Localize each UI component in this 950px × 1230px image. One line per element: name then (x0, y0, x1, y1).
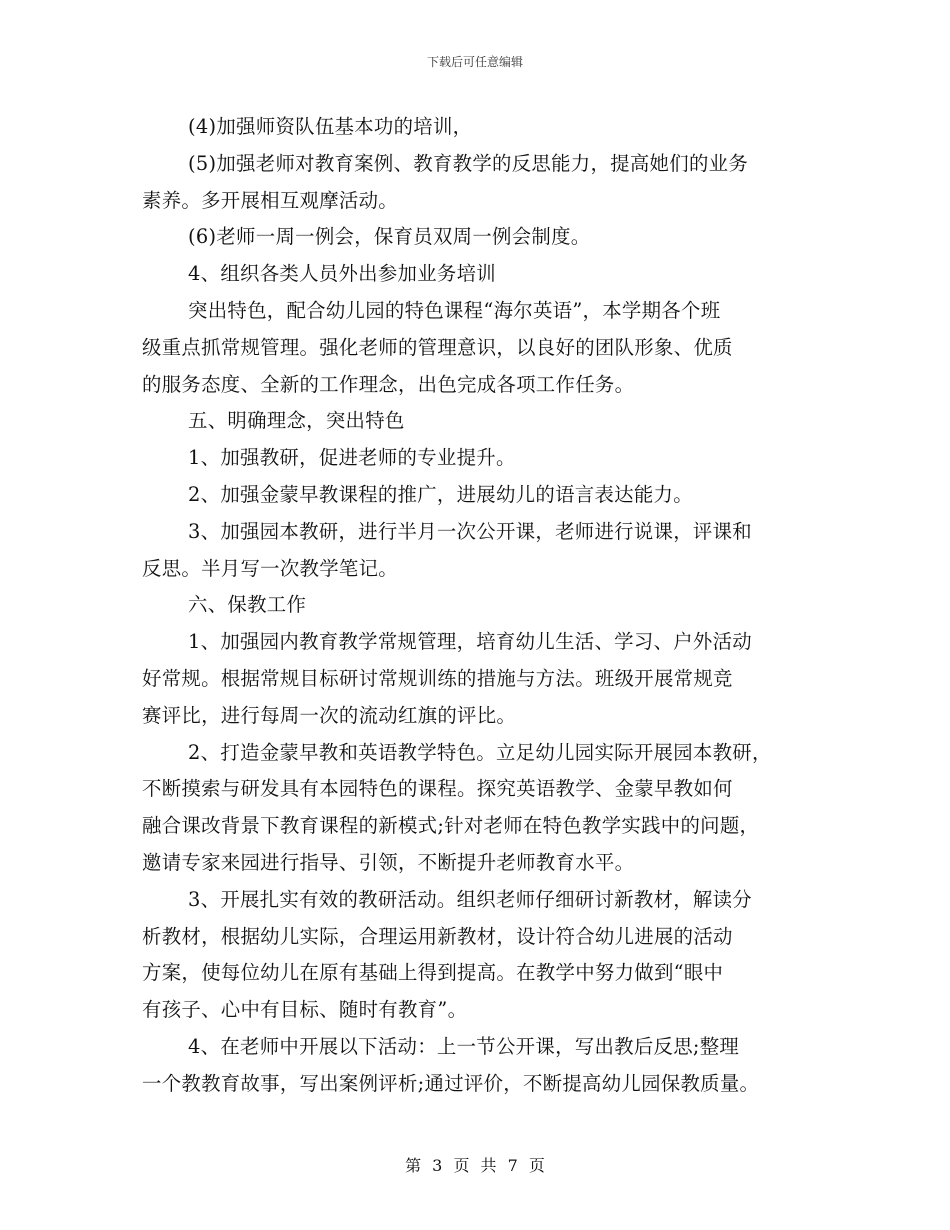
text-line: 一个教教育故事，写出案例评析;通过评价，不断提高幼儿园保教质量。 (142, 1071, 760, 1095)
text-line: 反思。半月写一次教学笔记。 (142, 556, 398, 580)
text-line: 六、保教工作 (188, 593, 307, 617)
page-footer: 第 3 页 共 7 页 (405, 1156, 545, 1175)
text-line: 的服务态度、全新的工作理念，出色完成各项工作任务。 (142, 372, 635, 396)
page-header: 下载后可任意编辑 (426, 55, 523, 69)
text-line: (4)加强师资队伍基本功的培训， (188, 115, 473, 138)
text-line: 方案，使每位幼儿在原有基础上得到提高。在教学中努力做到“眼中 (142, 961, 724, 985)
text-line: 4、组织各类人员外出参加业务培训 (188, 262, 496, 286)
text-line: 1、加强教研，促进老师的专业提升。 (188, 446, 516, 470)
document-body (142, 112, 822, 1106)
text-line: (6)老师一周一例会，保育员双周一例会制度。 (188, 225, 591, 249)
text-line: 突出特色，配合幼儿园的特色课程“海尔英语”，本学期各个班 (188, 298, 721, 322)
text-line: 素养。多开展相互观摩活动。 (142, 188, 398, 212)
text-line: 不断摸索与研发具有本园特色的课程。探究英语教学、金蒙早教如何 (142, 777, 733, 801)
text-line: 析教材，根据幼儿实际，合理运用新教材，设计符合幼儿进展的活动 (142, 924, 733, 948)
text-line: 邀请专家来园进行指导、引领，不断提升老师教育水平。 (142, 850, 635, 874)
text-line: (5)加强老师对教育案例、教育教学的反思能力，提高她们的业务 (188, 151, 749, 175)
text-line: 2、加强金蒙早教课程的推广，进展幼儿的语言表达能力。 (188, 482, 693, 506)
text-line: 3、加强园本教研，进行半月一次公开课，老师进行说课，评课和 (188, 519, 752, 543)
text-line: 五、明确理念，突出特色 (188, 409, 405, 433)
text-line: 级重点抓常规管理。强化老师的管理意识，以良好的团队形象、优质 (142, 335, 733, 359)
text-line: 融合课改背景下教育课程的新模式;针对老师在特色教学实践中的问题， (142, 814, 760, 838)
text-line: 赛评比，进行每周一次的流动红旗的评比。 (142, 703, 517, 727)
text-line: 有孩子、心中有目标、随时有教育”。 (142, 998, 468, 1022)
text-line: 好常规。根据常规目标研讨常规训练的措施与方法。班级开展常规竞 (142, 666, 733, 690)
text-line: 3、开展扎实有效的教研活动。组织老师仔细研讨新教材，解读分 (188, 887, 752, 911)
text-line: 1、加强园内教育教学常规管理，培育幼儿生活、学习、户外活动 (188, 630, 752, 654)
text-line: 4、在老师中开展以下活动：上一节公开课，写出教后反思;整理 (188, 1034, 740, 1058)
text-line: 2、打造金蒙早教和英语教学特色。立足幼儿园实际开展园本教研， (188, 740, 772, 764)
